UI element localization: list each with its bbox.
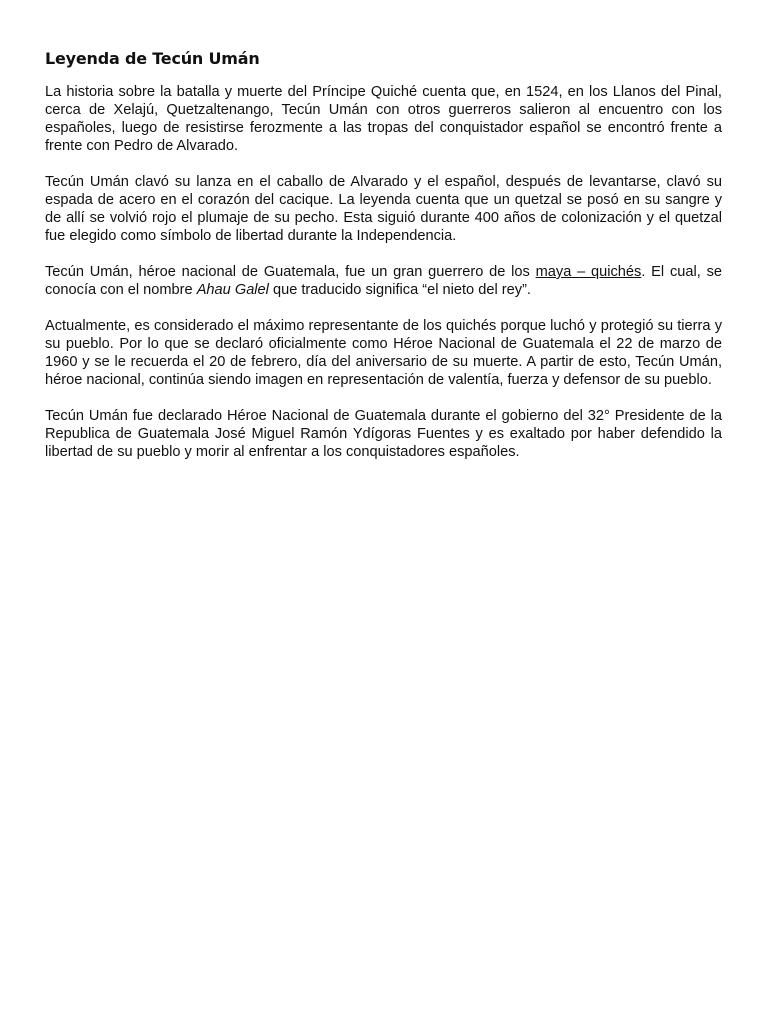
paragraph-1: La historia sobre la batalla y muerte del Príncipe Quiché cuenta que, en 1524, en los Llanos del Pinal, cerca de Xelajú, Quetzaltenango, Tecún Umán con otros guerreros salieron al encuentro con los españoles, luego de resistirse ferozmente a las tropas del conquistador español se encontró frente a frente con Pedro de Alvarado.: [45, 84, 722, 154]
paragraph-3-text-a: Tecún Umán, héroe nacional de Guatemala, fue un gran guerrero de los: [45, 264, 536, 280]
paragraph-2: Tecún Umán clavó su lanza en el caballo de Alvarado y el español, después de levantarse, clavó su espada de acero en el corazón del cacique. La leyenda cuenta que un quetzal se posó en su sangre y de allí se volvió rojo el plumaje de su pecho. Esta siguió durante 400 años de colonización y el quetzal fue elegido como símbolo de libertad durante la Independencia.: [45, 174, 722, 244]
paragraph-3: [45, 263, 722, 299]
paragraph-3-text-b: . El cual, se conocía con el nombre: [45, 264, 722, 298]
document-page: [45, 48, 722, 479]
underlined-term: maya – quichés: [535, 264, 642, 280]
page-title: Leyenda de Tecún Umán: [45, 49, 260, 68]
paragraph-4: Actualmente, es considerado el máximo representante de los quichés porque luchó y protegió su tierra y su pueblo. Por lo que se declaró oficialmente como Héroe Nacional de Guatemala el 22 de marzo de 1960 y se le recuerda el 20 de febrero, día del aniversario de su muerte. A partir de esto, Tecún Umán, héroe nacional, continúa siendo imagen en representación de valentía, fuerza y defensor de su pueblo.: [45, 318, 722, 388]
italic-name: Ahau Galel: [196, 282, 269, 298]
paragraph-5: Tecún Umán fue declarado Héroe Nacional de Guatemala durante el gobierno del 32° Presidente de la Republica de Guatemala José Miguel Ramón Ydígoras Fuentes y es exaltado por haber defendido la libertad de su pueblo y morir al enfrentar a los conquistadores españoles.: [45, 408, 722, 460]
paragraph-3-text-c: que traducido significa “el nieto del rey”.: [268, 282, 531, 298]
